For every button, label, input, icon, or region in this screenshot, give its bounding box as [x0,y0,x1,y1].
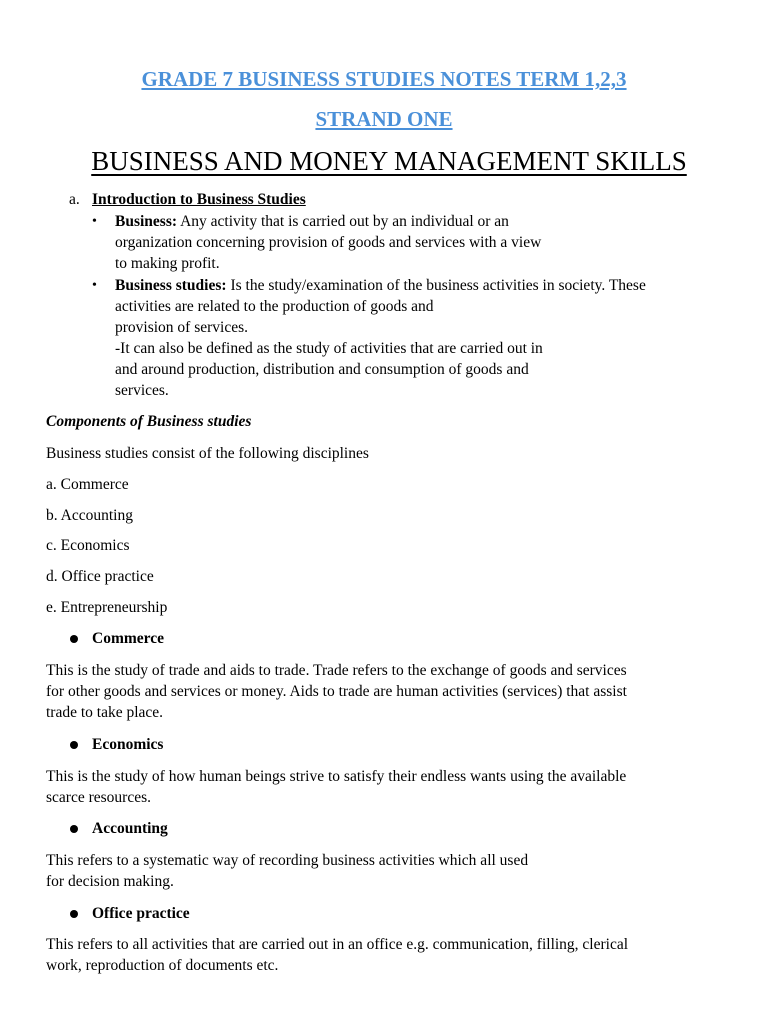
definition-text: Any activity that is carried out by an individual or an [180,213,509,230]
bullet-dot-icon [70,741,78,749]
paragraph-line: This is the study of trade and aids to trade. Trade refers to the exchange of goods and services [46,662,627,679]
definition-text: -It can also be defined as the study of activities that are carried out in [115,340,543,357]
paragraph-line: work, reproduction of documents etc. [46,957,279,974]
bullet-dot-icon [70,635,78,643]
definition-text: services. [115,382,169,399]
section-title-office-practice: Office practice [92,905,190,922]
section-title-commerce: Commerce [92,630,165,647]
bullet-dot-icon [70,910,78,918]
definition-text: Is the study/examination of the business activities in society. These [230,277,646,294]
definition-business [115,211,745,274]
paragraph-line: This refers to all activities that are carried out in an office e.g. communication, filling, clerical [46,936,629,953]
section-title-economics: Economics [92,736,164,753]
intro-marker: a. [69,191,80,208]
paragraph-line: This refers to a systematic way of recording business activities which all used [46,852,529,869]
bullet-dot-icon [70,825,78,833]
section-text-office-practice [46,934,736,976]
main-heading: BUSINESS AND MONEY MANAGEMENT SKILLS [91,146,687,176]
paragraph-line: scarce resources. [46,789,151,806]
section-text-commerce [46,660,736,723]
bullet-icon: • [92,214,97,229]
components-intro: Business studies consist of the following disciplines [46,445,369,462]
section-title-accounting: Accounting [92,820,168,837]
strand-title: STRAND ONE [315,107,453,131]
document-title: GRADE 7 BUSINESS STUDIES NOTES TERM 1,2,3 [141,67,627,91]
definition-text: provision of services. [115,319,249,336]
discipline-item: c. Economics [46,537,130,554]
definition-business-studies [115,275,745,401]
definition-text: to making profit. [115,255,220,272]
paragraph-line: for other goods and services or money. Aids to trade are human activities (services) that assist [46,683,627,700]
definition-text: organization concerning provision of goods and services with a view [115,234,542,251]
discipline-item: e. Entrepreneurship [46,599,168,616]
paragraph-line: trade to take place. [46,704,164,721]
section-text-accounting [46,850,736,892]
components-heading: Components of Business studies [46,413,252,430]
section-text-economics [46,766,736,808]
discipline-item: d. Office practice [46,568,154,585]
discipline-item: b. Accounting [46,507,133,524]
definition-text: activities are related to the production of goods and [115,298,434,315]
definition-term: Business: [115,213,178,230]
paragraph-line: This is the study of how human beings strive to satisfy their endless wants using the available [46,768,627,785]
paragraph-line: for decision making. [46,873,174,890]
discipline-item: a. Commerce [46,476,129,493]
bullet-icon: • [92,278,97,293]
definition-text: and around production, distribution and consumption of goods and [115,361,529,378]
intro-heading: Introduction to Business Studies [92,191,306,208]
definition-term: Business studies: [115,277,227,294]
